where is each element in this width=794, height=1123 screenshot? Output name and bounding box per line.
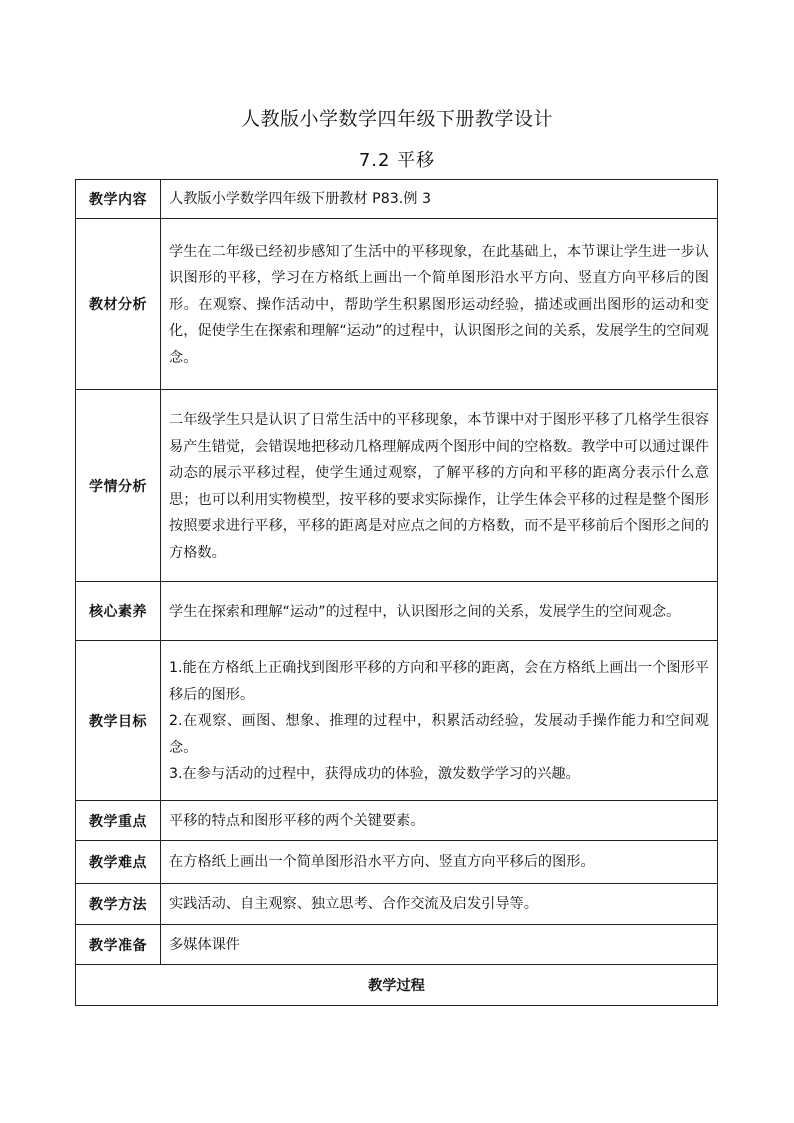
section-header-process: 教学过程 bbox=[76, 965, 718, 1006]
document-title: 人教版小学数学四年级下册教学设计 bbox=[240, 108, 553, 130]
row-value-student-analysis: 二年级学生只是认识了日常生活中的平移现象，本节课中对于图形平移了几格学生很容易产生错觉，会错误地把移动几格理解成两个图形中间的空格数。教学中可以通过课件动态的展示平移过程，使学生通过观察，了解平移的方向和平移的距离分表示什么意思；也可以利用实物模型，按平移的要求实际操作，让学生体会平移的过程是整个图形按照要求进行平移，平移的距离是对应点之间的方格数，而不是平移前后个图形之间的方格数。 bbox=[161, 390, 718, 582]
row-label-key-points: 教学重点 bbox=[76, 801, 161, 841]
table-row-core-literacy bbox=[76, 582, 718, 641]
row-value-goals bbox=[161, 641, 718, 801]
row-value-material-analysis: 学生在二年级已经初步感知了生活中的平移现象，在此基础上，本节课让学生进一步认识图形的平移，学习在方格纸上画出一个简单图形沿水平方向、竖直方向平移后的图形。在观察、操作活动中，帮助学生积累图形运动经验，描述或画出图形的运动和变化，促使学生在探索和理解“运动”的过程中，认识图形之间的关系，发展学生的空间观念。 bbox=[161, 219, 718, 390]
table-row-goals bbox=[76, 641, 718, 801]
row-label-preparation: 教学准备 bbox=[76, 925, 161, 965]
goal-item-2: 2.在观察、画图、想象、推理的过程中，积累活动经验，发展动手操作能力和空间观念。 bbox=[169, 713, 709, 756]
table-row-methods bbox=[76, 884, 718, 925]
row-value-methods: 实践活动、自主观察、独立思考、合作交流及启发引导等。 bbox=[161, 884, 718, 925]
row-label-core-literacy: 核心素养 bbox=[76, 582, 161, 641]
row-label-methods: 教学方法 bbox=[76, 884, 161, 925]
goal-item-3: 3.在参与活动的过程中，获得成功的体验，激发数学学习的兴趣。 bbox=[169, 766, 580, 783]
row-label-content: 教学内容 bbox=[76, 180, 161, 219]
table-row-student-analysis bbox=[76, 390, 718, 582]
table-row-key-points bbox=[76, 801, 718, 841]
table-row-process-header bbox=[76, 965, 718, 1006]
row-label-student-analysis: 学情分析 bbox=[76, 390, 161, 582]
row-value-core-literacy: 学生在探索和理解“运动”的过程中，认识图形之间的关系，发展学生的空间观念。 bbox=[161, 582, 718, 641]
table-row-difficulties bbox=[76, 841, 718, 884]
row-label-material-analysis: 教材分析 bbox=[76, 219, 161, 390]
table-row-material-analysis bbox=[76, 219, 718, 390]
row-value-content: 人教版小学数学四年级下册教材 P83.例 3 bbox=[161, 180, 718, 219]
row-value-preparation: 多媒体课件 bbox=[161, 925, 718, 965]
document-subtitle: 7.2 平移 bbox=[358, 150, 436, 171]
row-label-goals: 教学目标 bbox=[76, 641, 161, 801]
table-row-content bbox=[76, 180, 718, 219]
lesson-plan-table bbox=[75, 179, 718, 1006]
row-value-key-points: 平移的特点和图形平移的两个关键要素。 bbox=[161, 801, 718, 841]
table-row-preparation bbox=[76, 925, 718, 965]
goal-item-1: 1.能在方格纸上正确找到图形平移的方向和平移的距离，会在方格纸上画出一个图形平移后的图形。 bbox=[169, 660, 709, 703]
row-label-difficulties: 教学难点 bbox=[76, 841, 161, 884]
row-value-difficulties: 在方格纸上画出一个简单图形沿水平方向、竖直方向平移后的图形。 bbox=[161, 841, 718, 884]
